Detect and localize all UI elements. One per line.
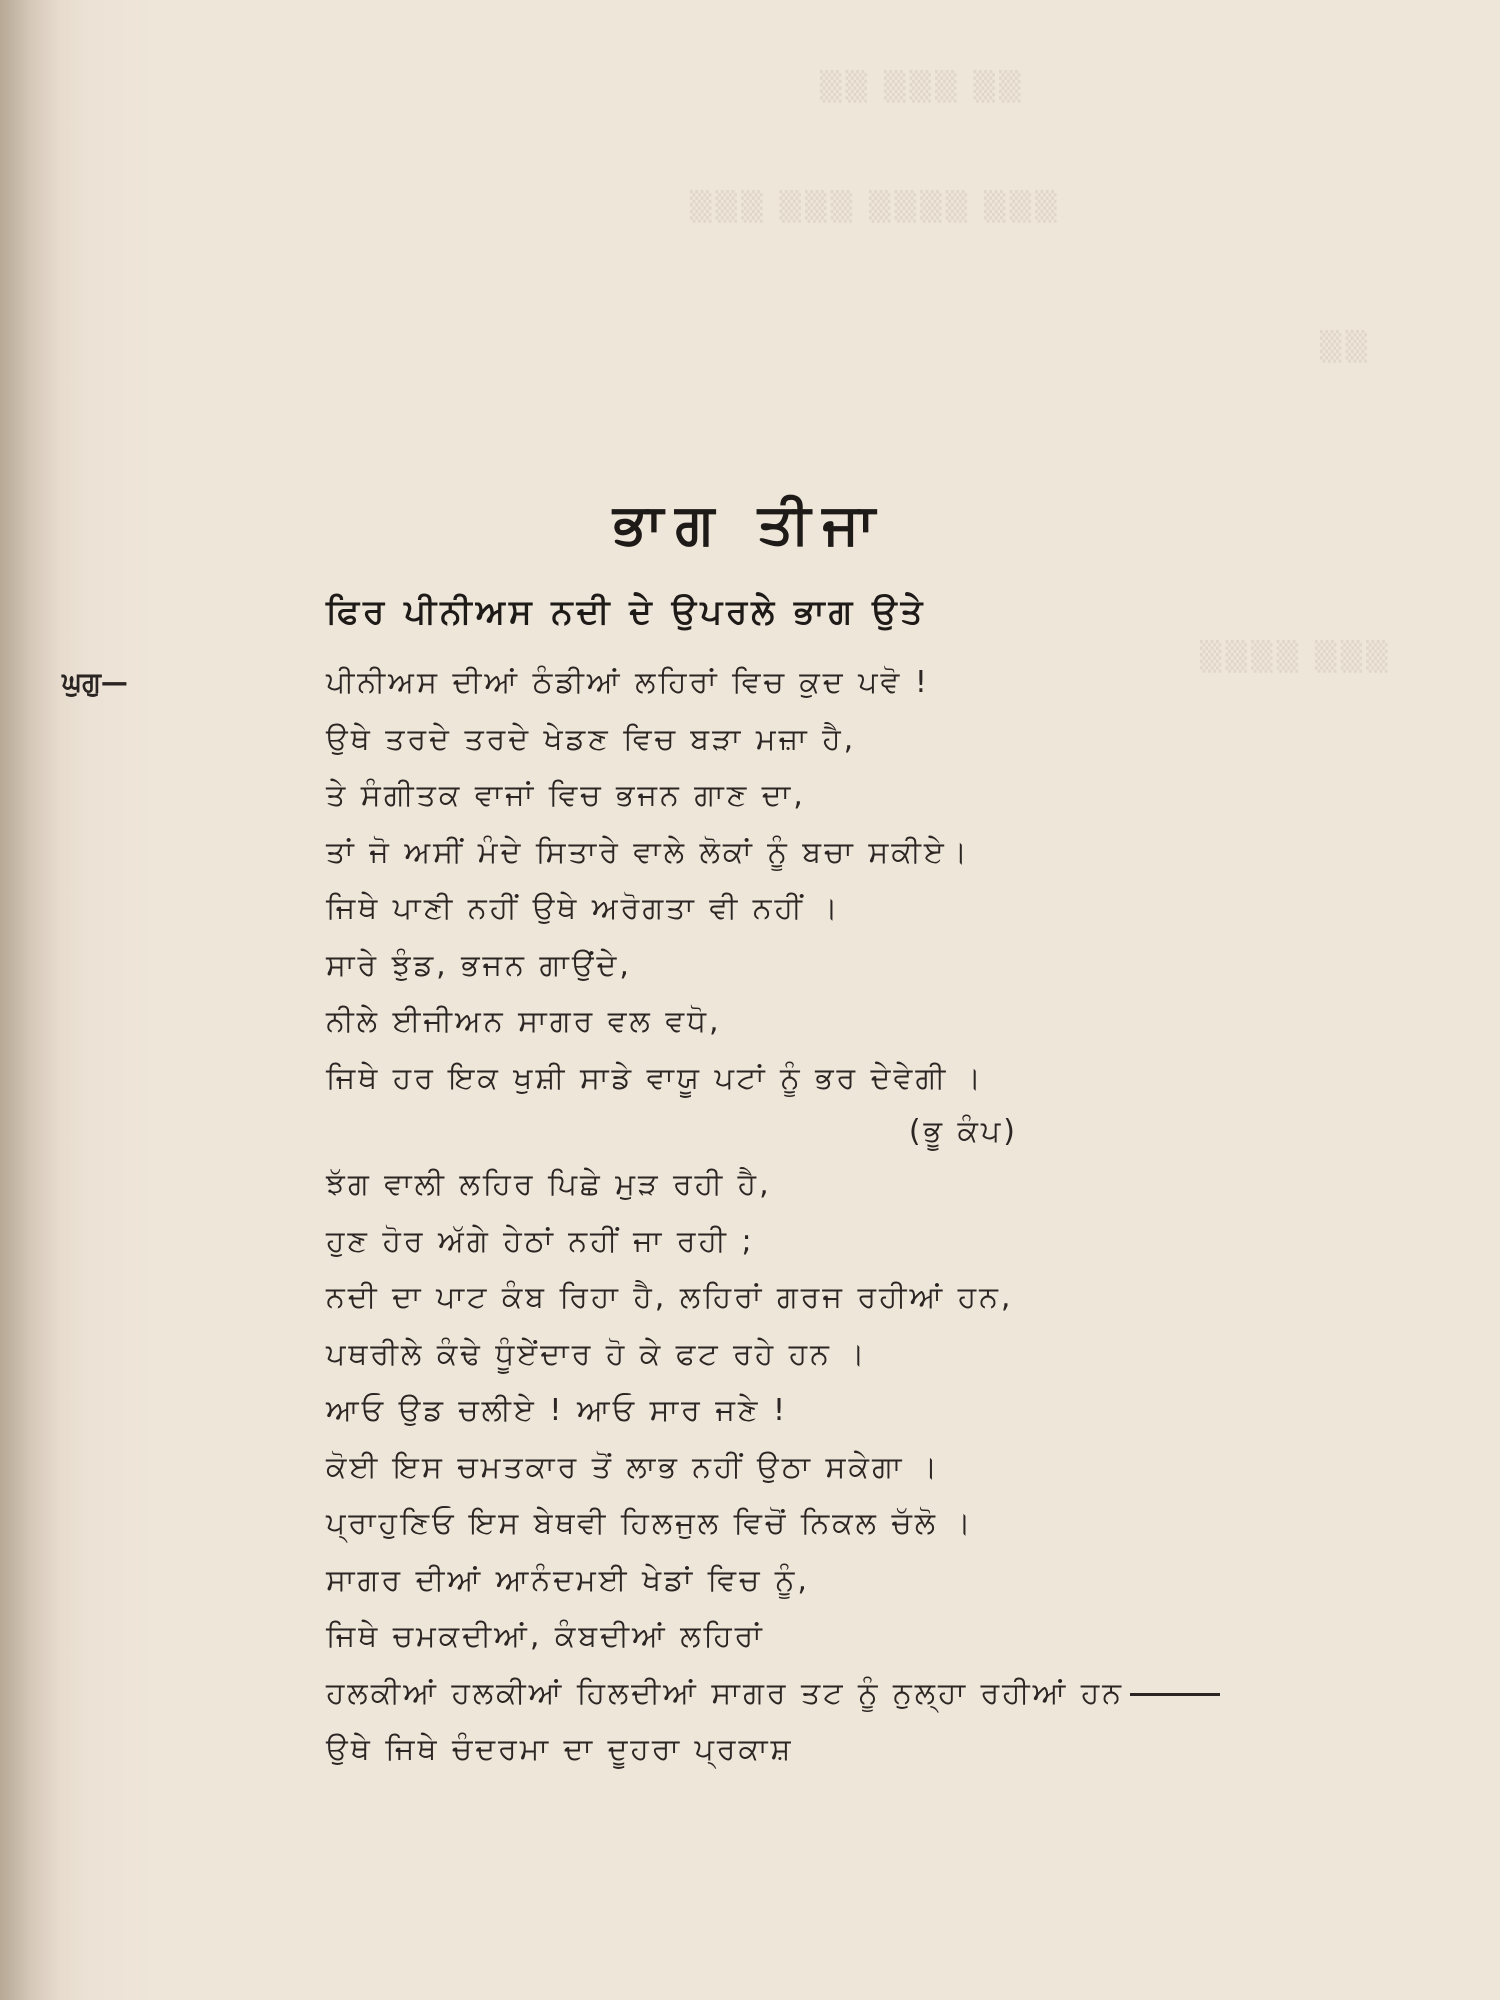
bleed-through-mark: ▒▒ ▒▒▒ ▒▒ [820,70,1025,103]
poem-line: ਜਿਥੇ ਹਰ ਇਕ ਖੁਸ਼ੀ ਸਾਡੇ ਵਾਯੂ ਪਟਾਂ ਨੂੰ ਭਰ ਦੇਵੇਗੀ । [326,1060,984,1096]
poem-line: ਸਾਰੇ ਝੁੰਡ, ਭਜਨ ਗਾਉਂਦੇ, [326,947,632,983]
poem-line: ਪੀਨੀਅਸ ਦੀਆਂ ਠੰਡੀਆਂ ਲਹਿਰਾਂ ਵਿਚ ਕੁਦ ਪਵੋ ! [326,665,930,700]
bleed-through-mark: ▒▒ [1320,330,1372,363]
poem-line: ਜਿਥੇ ਪਾਣੀ ਨਹੀਂ ਉਥੇ ਅਰੋਗਤਾ ਵੀ ਨਹੀਂ । [326,891,841,926]
poem-line: ਆਓ ਉਡ ਚਲੀਏ ! ਆਓ ਸਾਰ ਜਣੇ ! [326,1393,788,1428]
poem-line: ਕੋਈ ਇਸ ਚਮਤਕਾਰ ਤੋਂ ਲਾਭ ਨਹੀਂ ਉਠਾ ਸਕੇਗਾ । [326,1449,941,1485]
poem-line: ਪਥਰੀਲੇ ਕੰਢੇ ਧੂੰਏਂਦਾਰ ਹੋ ਕੇ ਫਟ ਰਹੇ ਹਨ । [326,1336,868,1372]
poem-line: ਝੱਗ ਵਾਲੀ ਲਹਿਰ ਪਿਛੇ ਮੁੜ ਰਹੀ ਹੈ, [326,1167,772,1202]
poem-line: ਨਦੀ ਦਾ ਪਾਟ ਕੰਬ ਰਿਹਾ ਹੈ, ਲਹਿਰਾਂ ਗਰਜ ਰਹੀਆਂ ਹਨ, [326,1280,1014,1315]
speaker-label: ਘੁਗੁ— [62,667,128,698]
page-gutter-shadow [0,0,60,2000]
stage-direction: (ਭੂ ਕੰਪ) [908,1114,1018,1149]
poem-line: ਤੇ ਸੰਗੀਤਕ ਵਾਜਾਂ ਵਿਚ ਭਜਨ ਗਾਣ ਦਾ, [326,778,806,813]
poem-line: ਤਾਂ ਜੋ ਅਸੀਂ ਮੰਦੇ ਸਿਤਾਰੇ ਵਾਲੇ ਲੋਕਾਂ ਨੂੰ ਬਚਾ ਸਕੀਏ। [326,834,971,870]
poem-line-with-dash [326,1666,1426,1723]
part-title: ਭਾਗ ਤੀਜਾ [612,492,888,557]
bleed-through-mark: ▒▒▒ ▒▒▒ ▒▒▒▒ ▒▒▒ [690,190,1061,223]
poem-body [326,655,1426,1779]
bleed-through-mark: ▒▒▒▒ ▒▒▒ [1200,640,1392,673]
poem-line-text: ਹਲਕੀਆਂ ਹਲਕੀਆਂ ਹਿਲਦੀਆਂ ਸਾਗਰ ਤਟ ਨੂੰ ਨੁਲ੍ਹਾ ਰਹੀਆਂ ਹਨ [326,1675,1125,1711]
poem-line: ਉਥੇ ਤਰਦੇ ਤਰਦੇ ਖੇਡਣ ਵਿਚ ਬੜਾ ਮਜ਼ਾ ਹੈ, [326,721,857,757]
scene-heading: ਫਿਰ ਪੀਨੀਅਸ ਨਦੀ ਦੇ ਉਪਰਲੇ ਭਾਗ ਉਤੇ [326,592,927,632]
em-dash-rule [1130,1693,1220,1696]
poem-line: ਉਥੇ ਜਿਥੇ ਚੰਦਰਮਾ ਦਾ ਦੂਹਰਾ ਪ੍ਰਕਾਸ਼ [326,1732,794,1767]
poem-line: ਪ੍ਰਾਹੁਣਿਓ ਇਸ ਬੇਥਵੀ ਹਿਲਜੁਲ ਵਿਚੋਂ ਨਿਕਲ ਚੱਲੋ । [326,1506,974,1541]
poem-line: ਹੁਣ ਹੋਰ ਅੱਗੇ ਹੇਠਾਂ ਨਹੀਂ ਜਾ ਰਹੀ ; [326,1223,755,1259]
poem-line: ਸਾਗਰ ਦੀਆਂ ਆਨੰਦਮਈ ਖੇਡਾਂ ਵਿਚ ਨੂੰ, [326,1562,810,1598]
poem-line: ਜਿਥੇ ਚਮਕਦੀਆਂ, ਕੰਬਦੀਆਂ ਲਹਿਰਾਂ [326,1619,765,1654]
poem-line: ਨੀਲੇ ਈਜੀਅਨ ਸਾਗਰ ਵਲ ਵਧੋ, [326,1004,722,1039]
